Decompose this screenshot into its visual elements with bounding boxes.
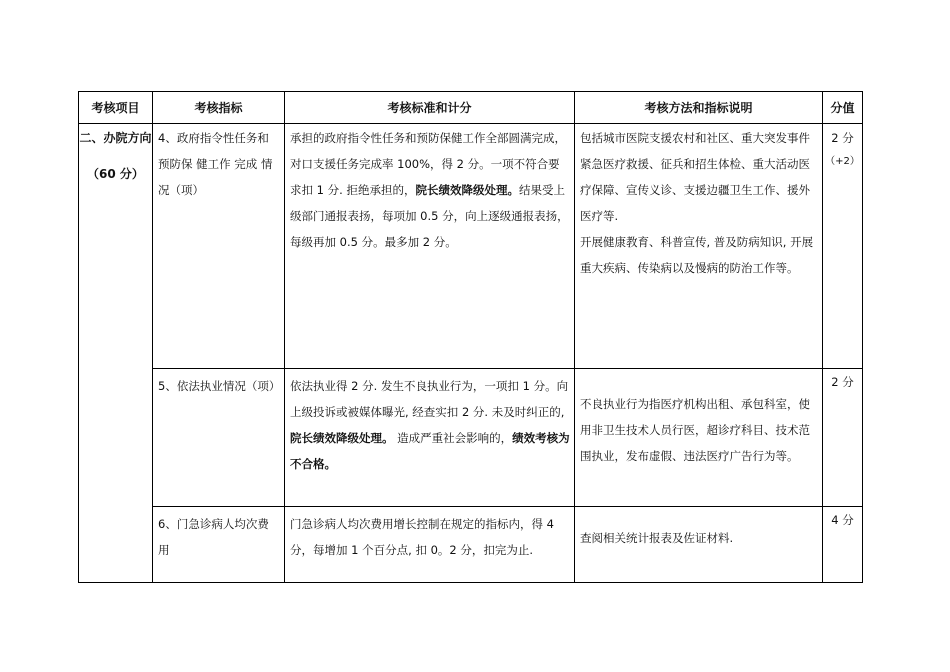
method-extra: 开展健康教育、科普宣传, 普及防病知识, 开展重大疾病、传染病以及慢病的防治工作等。 <box>580 235 814 275</box>
method-cell <box>575 124 823 369</box>
standard-text-part: 结果受上级部门通报表扬，每项加 0.5 分，向上逐级通报表扬，每级再加 0.5 分。最多加 2 分。 <box>290 183 569 249</box>
standard-text <box>285 369 574 477</box>
standard-cell <box>285 124 575 369</box>
standard-text: 门急诊病人均次费用增长控制在规定的指标内，得 4 分，每增加 1 个百分点, 扣 0。2 分，扣完为止. <box>290 517 554 557</box>
project-points: （60 分） <box>87 167 144 181</box>
header-project: 考核项目 <box>79 92 153 124</box>
score-value: 2 分 <box>831 375 854 389</box>
header-score: 分值 <box>823 92 863 124</box>
method-cell <box>575 369 823 507</box>
standard-text-part: 造成严重社会影响的， <box>397 431 513 445</box>
indicator-cell <box>153 369 285 507</box>
standard-highlight: 院长绩效降级处理。 <box>290 431 394 445</box>
table-row <box>79 369 863 507</box>
project-name: 二、办院方向 <box>79 131 152 145</box>
indicator-text: 4、政府指令性任务和预防保 健工作 完成 情况（项） <box>158 131 273 197</box>
method-text: 查阅相关统计报表及佐证材料. <box>580 531 734 545</box>
standard-text <box>285 124 574 255</box>
standard-cell <box>285 507 575 583</box>
score-cell <box>823 369 863 507</box>
standard-text-part: 依法执业得 2 分. 发生不良执业行为，一项扣 1 分。向上级投诉或被媒体曝光, 经查实扣 2 分. 未及时纠正的, <box>290 379 569 419</box>
indicator-text: 5、依法执业情况（项） <box>158 379 281 393</box>
standard-text-part: 承担的政府指令性任务和预防保健工作全部圆满完成，对口支援任务完成率 100%，得 2 分。一项不符合要求扣 1 分. 拒绝承担的， <box>290 131 566 197</box>
table-row <box>79 124 863 369</box>
assessment-table <box>78 91 863 583</box>
indicator-cell <box>153 124 285 369</box>
project-cell <box>79 124 153 583</box>
standard-highlight: 院长绩效降级处理。 <box>415 183 519 197</box>
standard-highlight: 绩效考核为不合格。 <box>290 431 570 471</box>
header-indicator: 考核指标 <box>153 92 285 124</box>
method-text: 不良执业行为指医疗机构出租、承包科室，使用非卫生技术人员行医，超诊疗科目、技术范围执业，发布虚假、违法医疗广告行为等。 <box>580 397 810 463</box>
method-main: 包括城市医院支援农村和社区、重大突发事件紧急医疗救援、征兵和招生体检、重大活动医疗保障、宣传义诊、支援边疆卫生工作、援外医疗等. <box>580 131 810 223</box>
table-row <box>79 507 863 583</box>
header-method: 考核方法和指标说明 <box>575 92 823 124</box>
standard-cell <box>285 369 575 507</box>
indicator-cell <box>153 507 285 583</box>
indicator-text: 6、门急诊病人均次费用 <box>158 517 269 557</box>
method-text <box>575 124 822 281</box>
header-row <box>79 92 863 124</box>
score-cell <box>823 507 863 583</box>
score-value: 4 分 <box>831 513 854 527</box>
header-standard: 考核标准和计分 <box>285 92 575 124</box>
score-value: 2 分 <box>831 131 854 145</box>
score-bonus: （+2） <box>825 156 860 167</box>
score-cell <box>823 124 863 369</box>
method-cell <box>575 507 823 583</box>
